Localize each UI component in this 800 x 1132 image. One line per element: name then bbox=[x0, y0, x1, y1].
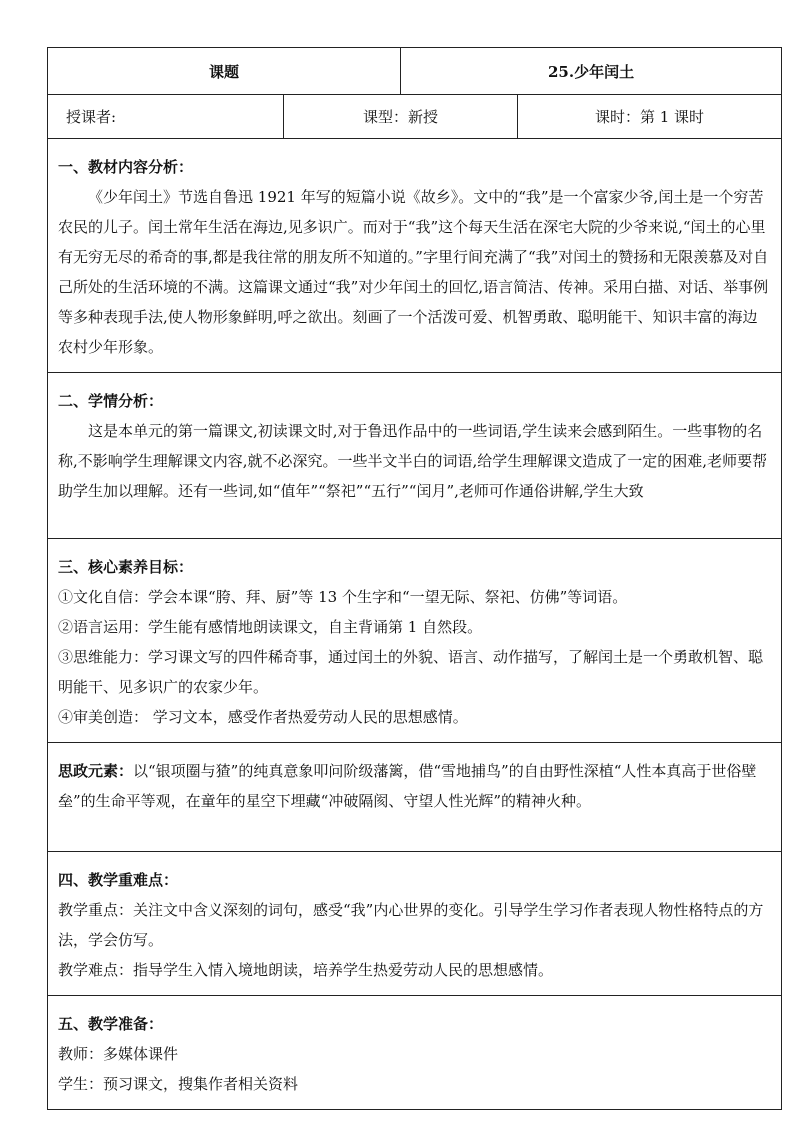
period-field: 课时：第 1 课时 bbox=[518, 95, 782, 139]
topic-label: 课题 bbox=[48, 48, 401, 95]
lesson-plan-table bbox=[47, 47, 782, 1110]
section-title: 思政元素： bbox=[58, 762, 134, 780]
section-key-points bbox=[48, 852, 782, 996]
teacher-field: 授课者: bbox=[48, 95, 284, 139]
section-title: 一、教材内容分析： bbox=[58, 158, 194, 176]
section-title: 三、核心素养目标： bbox=[58, 558, 194, 576]
section-title: 五、教学准备： bbox=[58, 1015, 164, 1033]
ideology-paragraph bbox=[58, 756, 771, 816]
goal-item: ①文化自信：学会本课“胯、拜、厨”等 13 个生字和“一望无际、祭祀、仿佛”等词语。 bbox=[58, 588, 628, 606]
key-point-item: 教学难点：指导学生入情入境地朗读，培养学生热爱劳动人民的思想感情。 bbox=[58, 961, 554, 979]
goal-item: ③思维能力：学习课文写的四件稀奇事，通过闰土的外貌、语言、动作描写，了解闰土是一个勇敢机智、聪明能干、见多识广的农家少年。 bbox=[58, 648, 764, 696]
preparation-item: 学生：预习课文，搜集作者相关资料 bbox=[58, 1075, 299, 1093]
section-title: 四、教学重难点： bbox=[58, 871, 179, 889]
section-body: 以“银项圈与猹”的纯真意象叩问阶级藩篱，借“雪地捕鸟”的自由野性深植“人性本真高于世俗壁垒”的生命平等观，在童年的星空下埋藏“冲破隔阂、守望人性光辉”的精神火种。 bbox=[58, 762, 757, 810]
lesson-type-field: 课型：新授 bbox=[284, 95, 518, 139]
section-goals bbox=[48, 539, 782, 743]
section-preparation bbox=[48, 996, 782, 1110]
section-body: 这是本单元的第一篇课文,初读课文时,对于鲁迅作品中的一些词语,学生读来会感到陌生。一些事物的名称,不影响学生理解课文内容,就不必深究。一些半文半白的词语,给学生理解课文造成了一定的困难,老师要帮助学生加以理解。还有一些词,如“值年”“祭祀”“五行”“闰月”,老师可作通俗讲解,学生大致 bbox=[58, 422, 768, 500]
topic-value: 25.少年闰土 bbox=[401, 48, 782, 95]
preparation-item: 教师：多媒体课件 bbox=[58, 1045, 179, 1063]
goal-item: ②语言运用：学生能有感情地朗读课文，自主背诵第 1 自然段。 bbox=[58, 618, 483, 636]
key-point-item: 教学重点：关注文中含义深刻的词句，感受“我”内心世界的变化。引导学生学习作者表现人物性格特点的方法，学会仿写。 bbox=[58, 901, 764, 949]
section-student-analysis bbox=[48, 373, 782, 539]
section-body: 《少年闰土》节选自鲁迅 1921 年写的短篇小说《故乡》。文中的“我”是一个富家少爷,闰土是一个穷苦农民的儿子。闰土常年生活在海边,见多识广。而对于“我”这个每天生活在深宅大院的少爷来说,“闰土的心里有无穷无尽的希奇的事,都是我往常的朋友所不知道的。”字里行间充满了“我”对闰土的赞扬和无限羡慕及对自己所处的生活环境的不满。这篇课文通过“我”对少年闰土的回忆,语言简洁、传神。采用白描、对话、举事例等多种表现手法,使人物形象鲜明,呼之欲出。刻画了一个活泼可爱、机智勇敢、聪明能干、知识丰富的海边农村少年形象。 bbox=[58, 188, 769, 356]
header-row bbox=[48, 48, 782, 95]
meta-row bbox=[48, 95, 782, 139]
section-title: 二、学情分析： bbox=[58, 392, 164, 410]
section-ideology bbox=[48, 743, 782, 852]
section-content-analysis bbox=[48, 139, 782, 373]
goal-item: ④审美创造： 学习文本，感受作者热爱劳动人民的思想感情。 bbox=[58, 708, 468, 726]
